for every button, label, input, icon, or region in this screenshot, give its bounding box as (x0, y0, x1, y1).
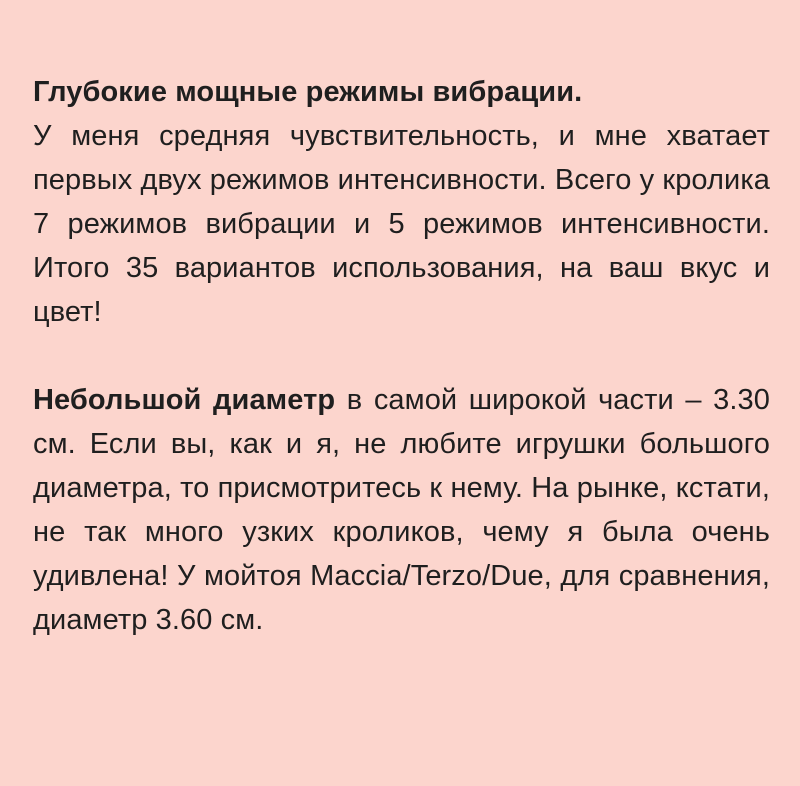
vibration-modes-paragraph (33, 70, 770, 334)
vibration-modes-heading: Глубокие мощные режимы вибрации. (33, 76, 583, 108)
diameter-text: в самой широкой части – 3.30 см. Если вы, как и я, не любите игрушки большого диаметра, то присмотритесь к нему. На рынке, кстати, не так много узких кроликов, чему я была очень удивлена! У мойтоя Maccia/Terzo/Due, для сравнения, диаметр 3.60 см. (33, 384, 770, 636)
diameter-paragraph (33, 378, 770, 642)
vibration-modes-text: У меня средняя чувствительность, и мне хватает первых двух режимов интенсивности. Всего у кролика 7 режимов вибрации и 5 режимов интенсивности. Итого 35 вариантов использования, на ваш вкус и цвет! (33, 120, 770, 328)
diameter-heading: Небольшой диаметр (33, 384, 336, 416)
